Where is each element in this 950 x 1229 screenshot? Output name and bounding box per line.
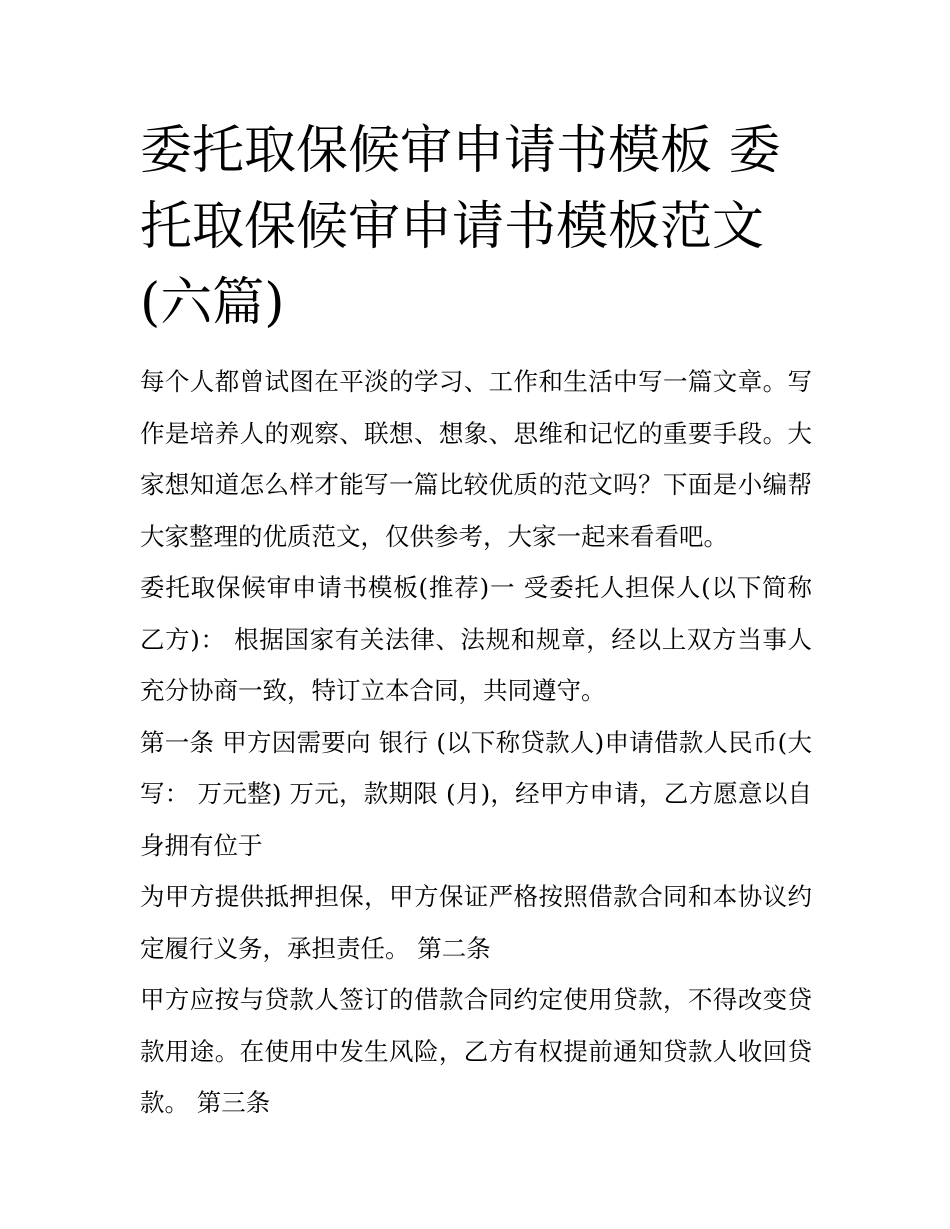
paragraph-intro: 每个人都曾试图在平淡的学习、工作和生活中写一篇文章。写作是培养人的观察、联想、想象、思维和记忆的重要手段。大家想知道怎么样才能写一篇比较优质的范文吗？下面是小编帮大家整理的优质范文，仅供参考，大家一起来看看吧。 — [140, 367, 812, 551]
document-body — [140, 356, 812, 1129]
paragraph-article-2: 甲方应按与贷款人签订的借款合同约定使用贷款，不得改变贷款用途。在使用中发生风险，乙方有权提前通知贷款人收回贷款。 第三条 — [140, 985, 812, 1117]
paragraph-template-intro: 委托取保候审申请书模板(推荐)一 受委托人担保人(以下简称乙方)： 根据国家有关法律、法规和规章，经以上双方当事人充分协商一致，特订立本合同，共同遵守。 — [140, 573, 812, 705]
paragraph-article-1-continued: 为甲方提供抵押担保，甲方保证严格按照借款合同和本协议约定履行义务，承担责任。 第二条 — [140, 882, 812, 963]
paragraph-article-1: 第一条 甲方因需要向 银行 (以下称贷款人)申请借款人民币(大写： 万元整) 万元，款期限 (月)，经甲方申请，乙方愿意以自身拥有位于 — [140, 727, 812, 860]
document-title: 委托取保候审申请书模板 委托取保候审申请书模板范文(六篇) — [140, 121, 781, 333]
